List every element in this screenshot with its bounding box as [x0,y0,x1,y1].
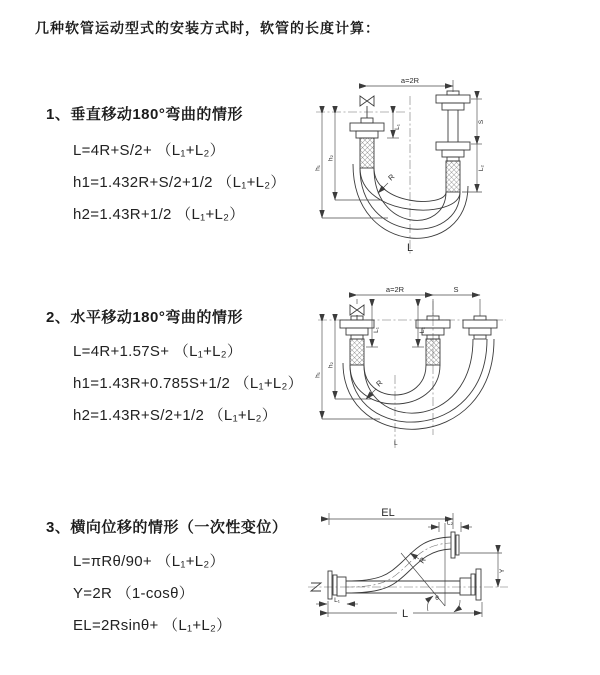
centerlines [318,301,506,449]
dimension-a-2r [357,285,480,316]
dimension-l1 [366,307,380,347]
dimension-l1 [387,114,401,138]
s-label: S [478,119,485,125]
diagram-horizontal-180-bend [310,283,600,468]
right-pipe-assembly [436,91,470,161]
length-label: L [394,440,398,447]
radius-label: R [374,378,385,389]
formula-line: h1=1.432R+S/2+1/2 （L₁+L₂） [73,174,286,191]
theta-angle [427,595,460,612]
dim-label-a2r: a=2R [385,285,405,294]
diagram-vertical-180-bend [308,68,593,263]
left-hose-braid [360,138,374,168]
theta-label: θ [435,595,439,602]
h2-label: h₂ [327,154,335,162]
formula-line: h1=1.43R+0.785S+1/2 （L₁+L₂） [73,375,303,392]
left-flange [328,571,346,599]
radius-callout [378,172,397,193]
h1-label: h₁ [314,165,322,171]
l1-label: L₁ [334,597,340,604]
section-2-heading: 2、水平移动180°弯曲的情形 [46,309,243,326]
section-3-heading: 3、横向位移的情形（一次性变位） [46,519,288,536]
dimension-h1 [315,114,389,218]
centerline [308,583,508,591]
length-label: L [401,608,409,620]
dimension-el [329,507,453,529]
hose-s-curve [346,537,451,593]
middle-hose-braid [426,339,440,365]
h1-label: h₁ [314,372,322,378]
section-1-heading: 1、垂直移动180°弯曲的情形 [46,106,243,123]
valve-icon [360,96,374,118]
radius-callout [410,553,428,565]
el-label: EL [381,507,395,519]
dimension-a-2r [367,76,453,92]
formula-line: EL=2Rsinθ+ （L₁+L₂） [73,617,232,634]
formula-line: L=4R+S/2+ （L₁+L₂） [73,142,225,159]
radius-label: R [386,172,397,183]
left-hose-braid [350,339,364,365]
diagram-lateral-displacement [300,495,600,665]
radius-label: R [417,555,428,566]
l2-label: L₂ [478,164,485,172]
dimension-y [460,553,506,587]
upper-flange [451,532,459,558]
dim-label-s: S [453,285,459,294]
l1-label: L₁ [373,327,380,333]
dimension-h1 [315,322,381,419]
length-label: L [407,242,414,254]
centerlines [316,96,410,254]
left-flange [350,118,384,138]
dimension-l2 [412,307,426,347]
dim-label-a2r: a=2R [400,76,420,85]
valve-icon [350,305,364,320]
formula-line: h2=1.43R+1/2 （L₁+L₂） [73,206,245,223]
right-hose-braid [446,161,460,192]
h2-label: h₂ [327,361,335,369]
right-flange [460,569,481,600]
l2-label: L₂ [419,326,426,334]
dimension-l1-bottom [316,597,358,604]
formula-line: Y=2R （1-cosθ） [73,585,195,602]
l2-label: L₂ [446,519,454,527]
formula-line: h2=1.43R+S/2+1/2 （L₁+L₂） [73,407,278,424]
dimension-l2-top [428,520,472,533]
formula-line: L=πRθ/90+ （L₁+L₂） [73,553,225,570]
u-bend-hoses [343,339,494,429]
formula-line: L=4R+1.57S+ （L₁+L₂） [73,343,243,360]
dimension-s [462,99,485,192]
y-label: Y [499,568,506,574]
l1-label: L₁ [394,124,401,130]
page-title: 几种软管运动型式的安装方式时，软管的长度计算： [35,20,380,36]
